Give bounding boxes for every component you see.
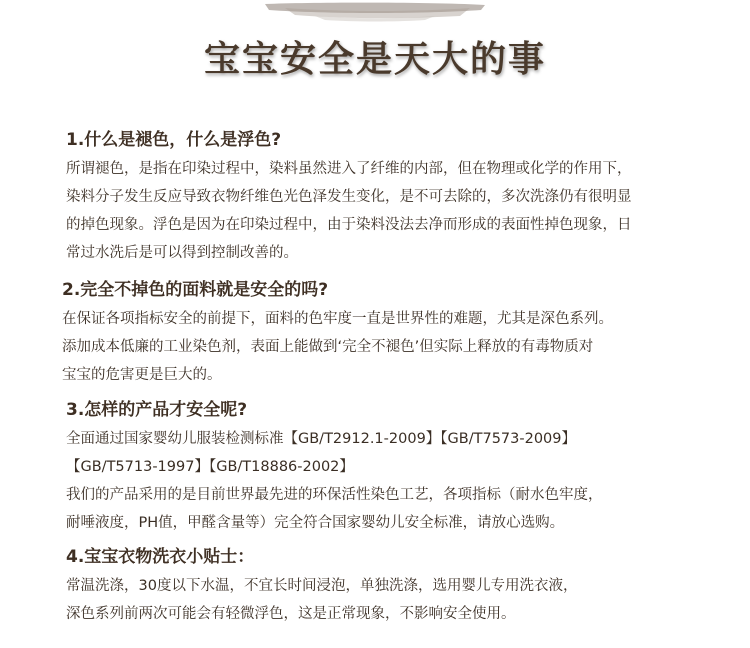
section-heading: 2.完全不掉色的面料就是安全的吗? (62, 280, 329, 300)
section-text-line: 所谓褪色，是指在印染过程中，染料虽然进入了纤维的内部，但在物理或化学的作用下， (66, 161, 632, 177)
section-text-line: 【GB/T5713-1997】【GB/T18886-2002】 (66, 459, 354, 475)
section-heading: 3.怎样的产品才安全呢? (66, 400, 248, 420)
section-text-line: 深色系列前两次可能会有轻微浮色，这是正常现象，不影响安全使用。 (66, 606, 516, 622)
section-heading: 4.宝宝衣物洗衣小贴士： (66, 547, 255, 567)
brush-stroke-decoration (255, 0, 495, 22)
section-text-line: 在保证各项指标安全的前提下，面料的色牢度一直是世界性的难题，尤其是深色系列。 (62, 311, 613, 327)
section-text-line: 常过水洗后是可以得到控制改善的。 (66, 245, 298, 261)
section-text-line: 宝宝的危害更是巨大的。 (62, 367, 222, 383)
section-text-line: 的掉色现象。浮色是因为在印染过程中，由于染料没法去净而形成的表面性掉色现象，日 (66, 217, 632, 233)
section-text-line: 添加成本低廉的工业染色剂，表面上能做到‘完全不褪色’但实际上释放的有毒物质对 (62, 339, 594, 355)
section-washing-tips (66, 545, 706, 628)
section-heading: 1.什么是褪色，什么是浮色? (66, 130, 282, 150)
section-text-line: 染料分子发生反应导致衣物纤维色光色泽发生变化，是不可去除的，多次洗涤仍有很明显 (66, 189, 632, 205)
page-title: 宝宝安全是天大的事 (203, 39, 546, 80)
section-text-line: 常温洗涤，30度以下水温，不宜长时间浸泡，单独洗涤，选用婴儿专用洗衣液， (66, 578, 578, 594)
section-text-line: 耐唾液度，PH值，甲醛含量等）完全符合国家婴幼儿安全标准，请放心选购。 (66, 515, 565, 531)
section-color-fading (66, 128, 706, 267)
section-non-fading-fabric (62, 278, 702, 389)
section-text-line: 全面通过国家婴幼儿服装检测标准【GB/T2912.1-2009】【GB/T7573-2009】 (66, 431, 577, 447)
section-text-line: 我们的产品采用的是目前世界最先进的环保活性染色工艺，各项指标（耐水色牢度， (66, 487, 603, 503)
section-safe-products (66, 398, 706, 537)
